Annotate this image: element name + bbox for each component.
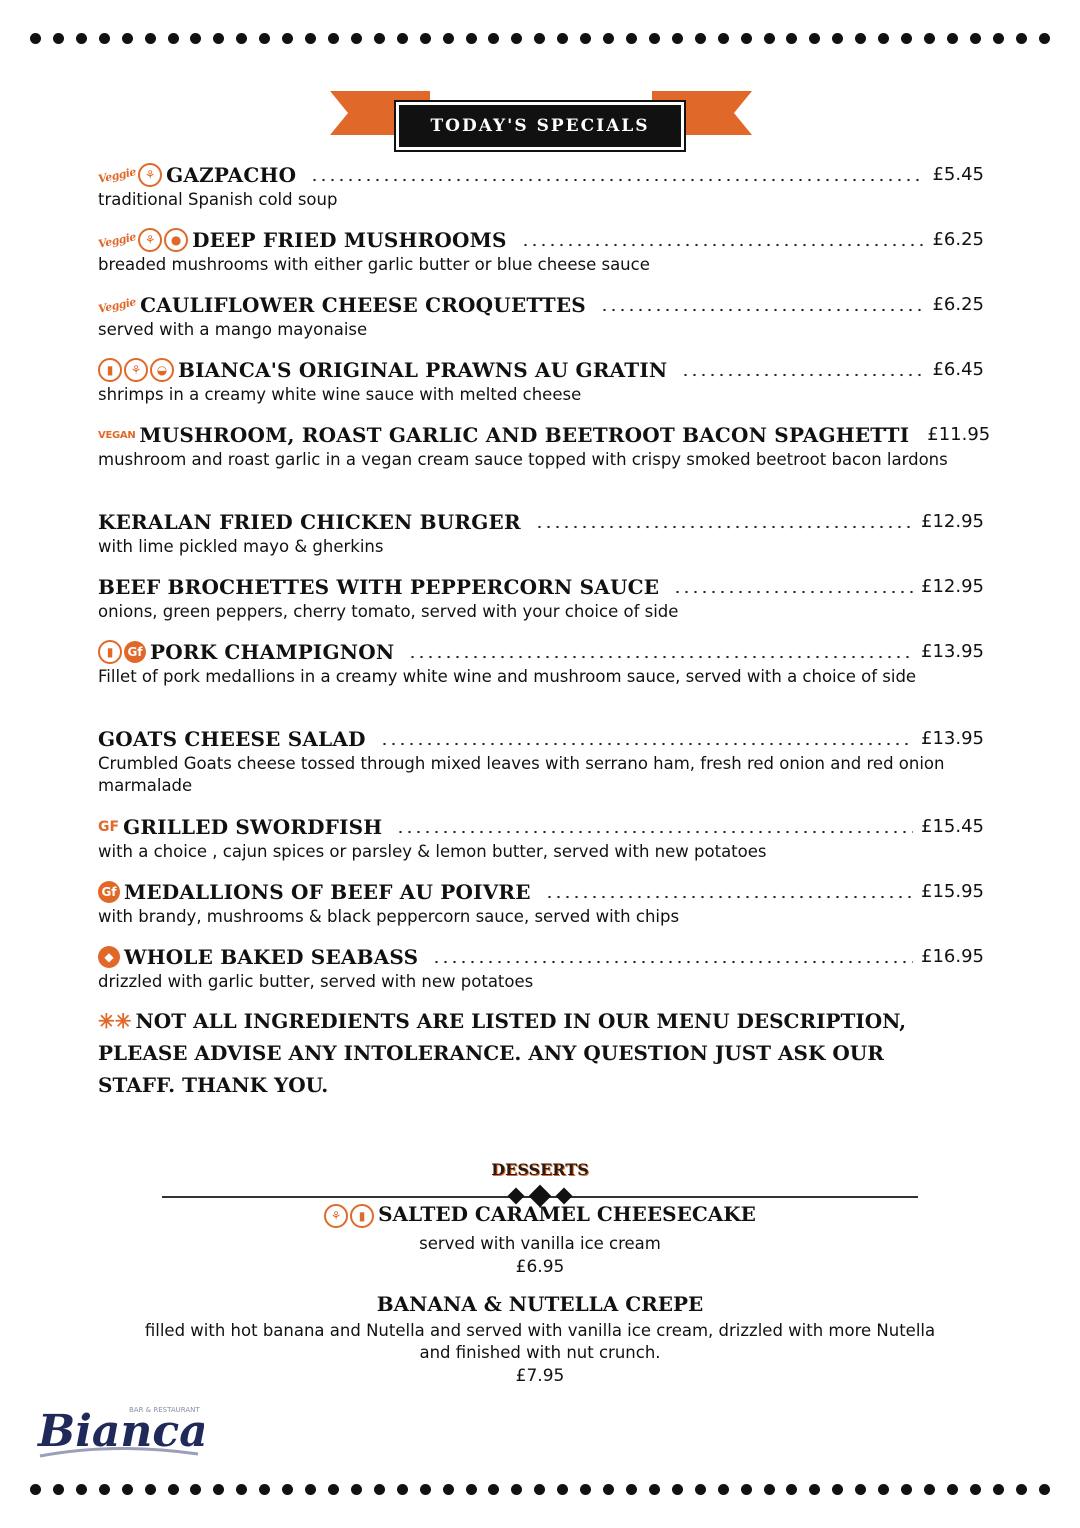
border-dot bbox=[282, 33, 293, 44]
item-price: £6.45 bbox=[932, 359, 984, 380]
item-price: £12.95 bbox=[921, 576, 984, 597]
dot-leader bbox=[380, 742, 913, 746]
menu-item-whole-baked-seabass bbox=[98, 940, 984, 993]
gluten-icon: ⚘ bbox=[124, 358, 148, 382]
border-dot bbox=[809, 33, 820, 44]
border-dot bbox=[603, 33, 614, 44]
border-dot bbox=[420, 1484, 431, 1495]
todays-specials-banner bbox=[330, 88, 752, 152]
item-icons bbox=[98, 422, 135, 448]
banner-title: TODAY'S SPECIALS bbox=[430, 116, 650, 136]
dot-leader bbox=[600, 308, 925, 312]
item-title: MEDALLIONS OF BEEF AU POIVRE bbox=[124, 880, 531, 904]
menu-item-beetroot-spaghetti bbox=[98, 418, 991, 471]
dot-leader bbox=[432, 960, 913, 964]
border-dot bbox=[53, 33, 64, 44]
asterisk-icon: ✳✳ bbox=[98, 1009, 132, 1033]
dot-leader bbox=[310, 178, 924, 182]
dessert-title: SALTED CARAMEL CHEESECAKE bbox=[378, 1202, 756, 1226]
dot-leader bbox=[408, 655, 913, 659]
fish-icon: ◆ bbox=[98, 946, 120, 968]
item-description: with lime pickled mayo & gherkins bbox=[98, 537, 384, 556]
dessert-item-cheesecake bbox=[0, 1202, 1080, 1277]
border-dot bbox=[580, 1484, 591, 1495]
border-dot bbox=[374, 1484, 385, 1495]
dessert-price: £7.95 bbox=[515, 1366, 565, 1386]
border-dot bbox=[718, 33, 729, 44]
gluten-free-icon: Gf bbox=[98, 881, 120, 903]
gluten-free-icon: Gf bbox=[124, 641, 146, 663]
menu-item-pork-champignon bbox=[98, 635, 984, 688]
dot-leader bbox=[521, 243, 925, 247]
border-dot bbox=[145, 1484, 156, 1495]
banner-box bbox=[396, 102, 684, 150]
border-dot bbox=[190, 1484, 201, 1495]
border-dot bbox=[878, 33, 889, 44]
milk-icon: ▮ bbox=[98, 640, 122, 664]
border-dot bbox=[626, 1484, 637, 1495]
border-dot bbox=[443, 33, 454, 44]
border-dot bbox=[970, 1484, 981, 1495]
border-dot bbox=[649, 33, 660, 44]
border-dot bbox=[672, 33, 683, 44]
border-dot bbox=[374, 33, 385, 44]
item-title: BEEF BROCHETTES WITH PEPPERCORN SAUCE bbox=[98, 575, 660, 599]
border-dot bbox=[924, 1484, 935, 1495]
item-description: Fillet of pork medallions in a creamy white wine and mushroom sauce, served with a choice of side bbox=[98, 667, 917, 686]
border-dot bbox=[878, 1484, 889, 1495]
border-dot bbox=[420, 33, 431, 44]
dot-leader bbox=[681, 373, 924, 377]
border-dot bbox=[924, 33, 935, 44]
item-icons bbox=[98, 162, 162, 188]
border-dot bbox=[1039, 33, 1050, 44]
item-title: GAZPACHO bbox=[166, 163, 297, 187]
item-price: £12.95 bbox=[921, 511, 984, 532]
item-icons bbox=[98, 879, 120, 905]
border-dot bbox=[236, 1484, 247, 1495]
crustacean-icon: ◒ bbox=[150, 358, 174, 382]
border-dot bbox=[145, 33, 156, 44]
milk-icon: ▮ bbox=[350, 1204, 374, 1228]
item-title: DEEP FRIED MUSHROOMS bbox=[192, 228, 507, 252]
border-dot bbox=[947, 33, 958, 44]
item-price: £11.95 bbox=[927, 424, 991, 445]
item-title: WHOLE BAKED SEABASS bbox=[124, 945, 419, 969]
border-dot bbox=[557, 33, 568, 44]
border-dot bbox=[649, 1484, 660, 1495]
menu-item-goats-cheese-salad bbox=[98, 722, 984, 797]
bottom-dot-border bbox=[30, 1484, 1050, 1496]
border-dot bbox=[99, 33, 110, 44]
menu-item-grilled-swordfish bbox=[98, 810, 984, 863]
border-dot bbox=[809, 1484, 820, 1495]
border-dot bbox=[99, 1484, 110, 1495]
border-dot bbox=[1016, 1484, 1027, 1495]
dessert-title: BANANA & NUTELLA CREPE bbox=[376, 1292, 704, 1316]
dot-leader bbox=[545, 895, 913, 899]
border-dot bbox=[213, 1484, 224, 1495]
veggie-icon: Veggie bbox=[97, 294, 138, 316]
border-dot bbox=[511, 1484, 522, 1495]
item-icons bbox=[98, 639, 146, 665]
menu-item-beef-au-poivre bbox=[98, 875, 984, 928]
item-description: breaded mushrooms with either garlic butter or blue cheese sauce bbox=[98, 255, 650, 274]
desserts-heading: DESSERTS bbox=[491, 1160, 589, 1179]
item-price: £6.25 bbox=[932, 294, 984, 315]
allergy-notice bbox=[98, 1005, 928, 1101]
border-dot bbox=[443, 1484, 454, 1495]
border-dot bbox=[282, 1484, 293, 1495]
border-dot bbox=[603, 1484, 614, 1495]
border-dot bbox=[947, 1484, 958, 1495]
border-dot bbox=[305, 33, 316, 44]
vegan-icon: VEGAN bbox=[98, 429, 136, 441]
border-dot bbox=[741, 33, 752, 44]
item-title: CAULIFLOWER CHEESE CROQUETTES bbox=[140, 293, 586, 317]
border-dot bbox=[488, 1484, 499, 1495]
border-dot bbox=[764, 33, 775, 44]
item-description: served with a mango mayonaise bbox=[98, 320, 368, 339]
menu-item-gazpacho bbox=[98, 158, 984, 211]
border-dot bbox=[351, 1484, 362, 1495]
allergy-notice-text: NOT ALL INGREDIENTS ARE LISTED IN OUR MENU DESCRIPTION, PLEASE ADVISE ANY INTOLERANCE. ANY QUESTION JUST ASK OUR STAFF. THANK YOU. bbox=[98, 1009, 907, 1097]
border-dot bbox=[259, 33, 270, 44]
border-dot bbox=[901, 33, 912, 44]
item-title: MUSHROOM, ROAST GARLIC AND BEETROOT BACON SPAGHETTI bbox=[139, 423, 910, 447]
item-description: with a choice , cajun spices or parsley & lemon butter, served with new potatoes bbox=[98, 842, 767, 861]
item-icons bbox=[324, 1203, 374, 1229]
gluten-icon: ⚘ bbox=[138, 228, 162, 252]
item-price: £13.95 bbox=[921, 728, 984, 749]
item-description: with brandy, mushrooms & black peppercorn sauce, served with chips bbox=[98, 907, 680, 926]
veggie-icon: Veggie bbox=[97, 229, 138, 251]
border-dot bbox=[695, 33, 706, 44]
item-description: drizzled with garlic butter, served with new potatoes bbox=[98, 972, 534, 991]
border-dot bbox=[993, 1484, 1004, 1495]
border-dot bbox=[328, 33, 339, 44]
border-dot bbox=[786, 1484, 797, 1495]
border-dot bbox=[534, 33, 545, 44]
border-dot bbox=[580, 33, 591, 44]
border-dot bbox=[397, 1484, 408, 1495]
border-dot bbox=[168, 33, 179, 44]
border-dot bbox=[53, 1484, 64, 1495]
gluten-free-text-icon: GF bbox=[98, 819, 120, 835]
biancas-logo bbox=[34, 1398, 204, 1468]
border-dot bbox=[1039, 1484, 1050, 1495]
border-dot bbox=[259, 1484, 270, 1495]
item-price: £15.45 bbox=[921, 816, 984, 837]
item-icons bbox=[98, 944, 120, 970]
border-dot bbox=[305, 1484, 316, 1495]
border-dot bbox=[466, 1484, 477, 1495]
item-price: £6.25 bbox=[932, 229, 984, 250]
border-dot bbox=[741, 1484, 752, 1495]
border-dot bbox=[76, 33, 87, 44]
border-dot bbox=[993, 33, 1004, 44]
border-dot bbox=[786, 33, 797, 44]
border-dot bbox=[832, 33, 843, 44]
dot-leader bbox=[673, 590, 913, 594]
border-dot bbox=[534, 1484, 545, 1495]
menu-item-cauliflower-croquettes bbox=[98, 288, 984, 341]
item-title: GOATS CHEESE SALAD bbox=[98, 727, 366, 751]
border-dot bbox=[695, 1484, 706, 1495]
item-description: onions, green peppers, cherry tomato, served with your choice of side bbox=[98, 602, 679, 621]
item-title: KERALAN FRIED CHICKEN BURGER bbox=[98, 510, 521, 534]
border-dot bbox=[901, 1484, 912, 1495]
border-dot bbox=[328, 1484, 339, 1495]
border-dot bbox=[397, 33, 408, 44]
item-title: PORK CHAMPIGNON bbox=[150, 640, 395, 664]
border-dot bbox=[764, 1484, 775, 1495]
border-dot bbox=[855, 33, 866, 44]
menu-item-prawns-au-gratin bbox=[98, 353, 984, 406]
item-icons bbox=[98, 227, 188, 253]
border-dot bbox=[626, 33, 637, 44]
dot-leader bbox=[396, 830, 913, 834]
item-icons bbox=[98, 357, 174, 383]
logo-tagline: BAR & RESTAURANT bbox=[129, 1406, 200, 1414]
item-title: BIANCA'S ORIGINAL PRAWNS AU GRATIN bbox=[178, 358, 668, 382]
border-dot bbox=[855, 1484, 866, 1495]
menu-item-deep-fried-mushrooms bbox=[98, 223, 984, 276]
border-dot bbox=[672, 1484, 683, 1495]
item-price: £16.95 bbox=[921, 946, 984, 967]
border-dot bbox=[122, 1484, 133, 1495]
egg-icon: ● bbox=[164, 228, 188, 252]
border-dot bbox=[30, 1484, 41, 1495]
item-price: £13.95 bbox=[921, 641, 984, 662]
gluten-icon: ⚘ bbox=[324, 1204, 348, 1228]
menu-item-keralan-chicken-burger bbox=[98, 505, 984, 558]
gluten-icon: ⚘ bbox=[138, 163, 162, 187]
item-icons bbox=[98, 814, 119, 840]
border-dot bbox=[488, 33, 499, 44]
border-dot bbox=[466, 33, 477, 44]
dessert-description: filled with hot banana and Nutella and served with vanilla ice cream, drizzled with more Nutella and finished with nut crunch. bbox=[144, 1321, 936, 1362]
border-dot bbox=[122, 33, 133, 44]
border-dot bbox=[970, 33, 981, 44]
dot-leader bbox=[535, 525, 913, 529]
item-description: shrimps in a creamy white wine sauce with melted cheese bbox=[98, 385, 582, 404]
item-price: £5.45 bbox=[932, 164, 984, 185]
border-dot bbox=[168, 1484, 179, 1495]
milk-icon: ▮ bbox=[98, 358, 122, 382]
border-dot bbox=[76, 1484, 87, 1495]
border-dot bbox=[190, 33, 201, 44]
item-description: mushroom and roast garlic in a vegan cream sauce topped with crispy smoked beetroot bacon lardons bbox=[98, 450, 948, 469]
border-dot bbox=[718, 1484, 729, 1495]
menu-item-beef-brochettes bbox=[98, 570, 984, 623]
dessert-description: served with vanilla ice cream bbox=[419, 1233, 661, 1253]
item-title: GRILLED SWORDFISH bbox=[123, 815, 383, 839]
border-dot bbox=[30, 33, 41, 44]
border-dot bbox=[213, 33, 224, 44]
item-icons bbox=[98, 292, 136, 318]
border-dot bbox=[511, 33, 522, 44]
logo-wordmark: Bianc bbox=[38, 1406, 180, 1457]
item-description: traditional Spanish cold soup bbox=[98, 190, 338, 209]
dessert-price: £6.95 bbox=[515, 1256, 565, 1277]
border-dot bbox=[557, 1484, 568, 1495]
logo-graphic bbox=[34, 1398, 204, 1468]
item-price: £15.95 bbox=[921, 881, 984, 902]
top-dot-border bbox=[30, 33, 1050, 45]
border-dot bbox=[351, 33, 362, 44]
border-dot bbox=[832, 1484, 843, 1495]
dessert-item-crepe bbox=[0, 1292, 1080, 1386]
veggie-icon: Veggie bbox=[97, 164, 138, 186]
dessert-title-row bbox=[0, 1202, 1080, 1229]
border-dot bbox=[1016, 33, 1027, 44]
border-dot bbox=[236, 33, 247, 44]
item-description: Crumbled Goats cheese tossed through mixed leaves with serrano ham, fresh red onion and red onion marmalade bbox=[98, 754, 945, 795]
